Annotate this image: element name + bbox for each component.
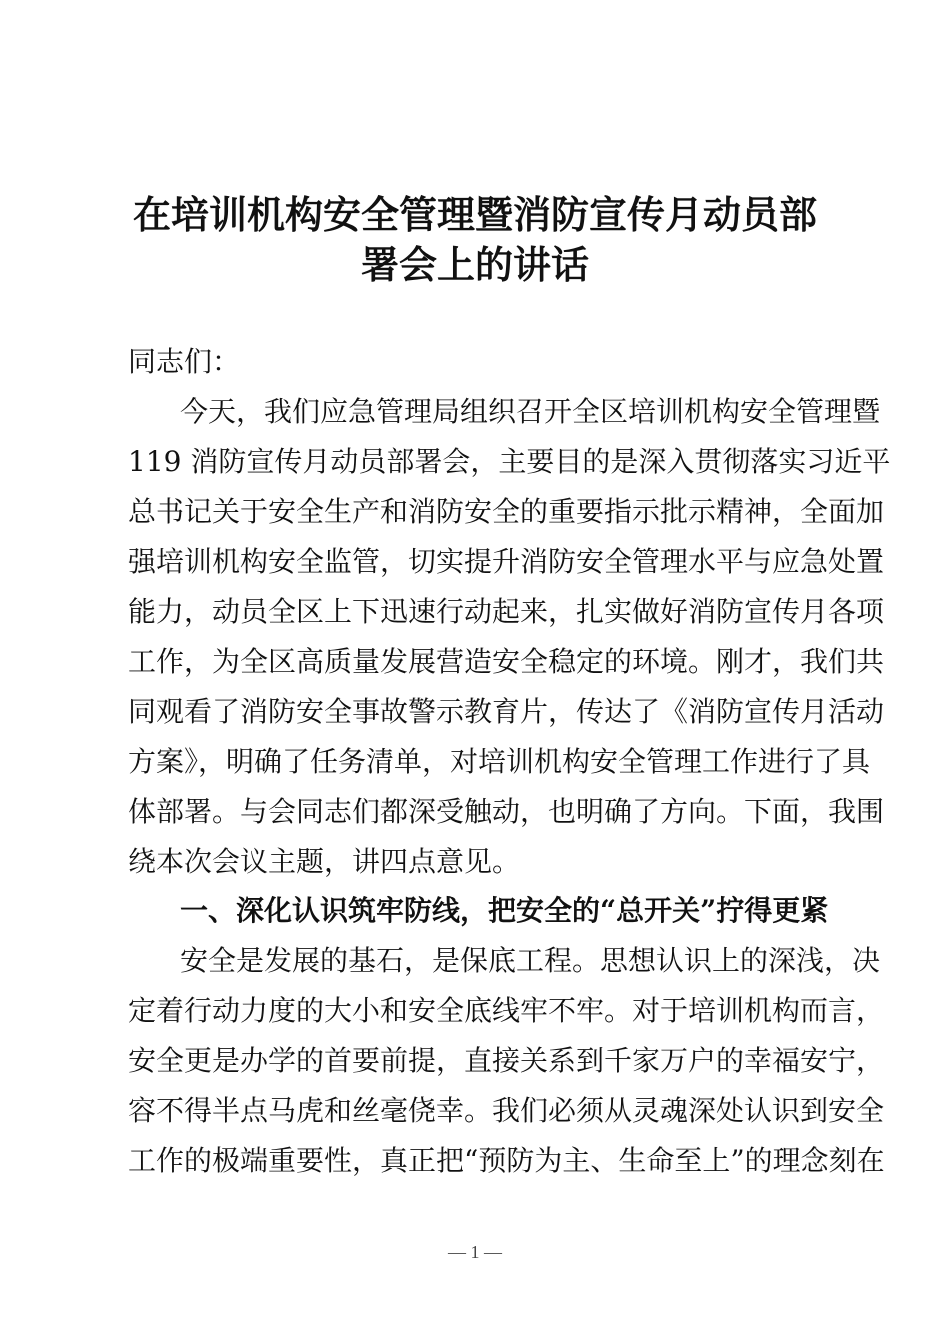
paragraph-1-line: 方案》，明确了任务清单，对培训机构安全管理工作进行了具 <box>128 745 871 778</box>
paragraph-1-line: 今天，我们应急管理局组织召开全区培训机构安全管理暨 <box>180 395 881 428</box>
paragraph-1-line: 体部署。与会同志们都深受触动，也明确了方向。下面，我围 <box>128 795 885 828</box>
salutation: 同志们： <box>128 345 241 378</box>
paragraph-1-line: 绕本次会议主题，讲四点意见。 <box>128 845 521 878</box>
paragraph-2-line: 安全更是办学的首要前提，直接关系到千家万户的幸福安宁， <box>128 1044 885 1077</box>
paragraph-2-line: 容不得半点马虎和丝毫侥幸。我们必须从灵魂深处认识到安全 <box>128 1094 885 1127</box>
paragraph-1-line: 119 消防宣传月动员部署会，主要目的是深入贯彻落实习近平 <box>128 445 891 478</box>
document-title-line-1: 在培训机构安全管理暨消防宣传月动员部 <box>132 192 817 237</box>
paragraph-1-line: 强培训机构安全监管，切实提升消防安全管理水平与应急处置 <box>128 545 885 578</box>
paragraph-2-line: 定着行动力度的大小和安全底线牢不牢。对于培训机构而言， <box>128 994 885 1027</box>
paragraph-1-line: 总书记关于安全生产和消防安全的重要指示批示精神，全面加 <box>128 495 885 528</box>
paragraph-1-line: 同观看了消防安全事故警示教育片，传达了《消防宣传月活动 <box>128 695 885 728</box>
document-title-line-2: 署会上的讲话 <box>360 242 589 287</box>
paragraph-2-line: 安全是发展的基石，是保底工程。思想认识上的深浅，决 <box>180 944 881 977</box>
paragraph-2-line: 工作的极端重要性，真正把“预防为主、生命至上”的理念刻在 <box>128 1144 885 1177</box>
paragraph-1-line: 工作，为全区高质量发展营造安全稳定的环境。刚才，我们共 <box>128 645 885 678</box>
paragraph-1-line: 能力，动员全区上下迅速行动起来，扎实做好消防宣传月各项 <box>128 595 885 628</box>
section-heading-1: 一、深化认识筑牢防线，把安全的“总开关”拧得更紧 <box>180 894 829 927</box>
page-number: — 1 — <box>448 1242 502 1262</box>
